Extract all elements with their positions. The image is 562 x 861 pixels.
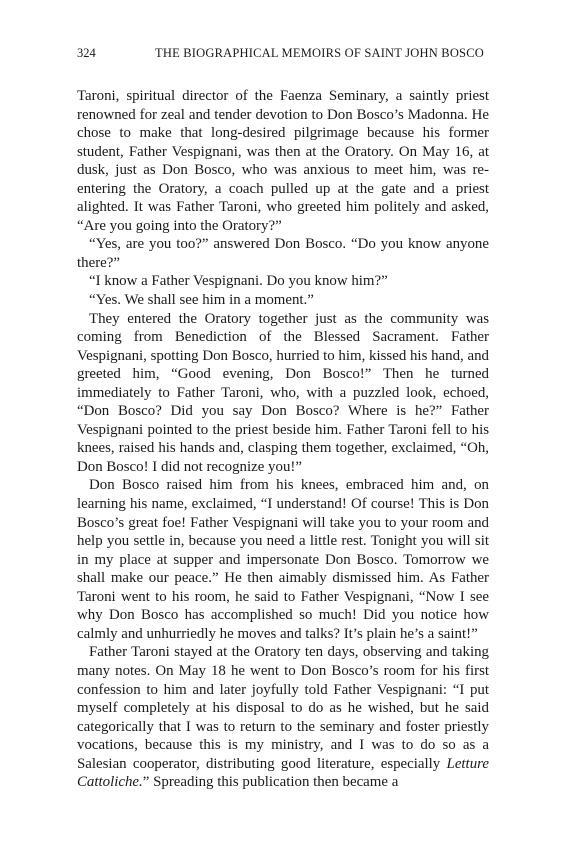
paragraph-text: ” Spreading this publication then became a xyxy=(142,774,399,791)
paragraph-text: They entered the Oratory together just as the community was coming from Benediction of the Blessed Sacrament. Father Vespignani, spotting Don Bosco, hurried to him, kissed his hand, and greeted him, “Good evening, Don Bosco!” Then he turned immediately to Father Taroni, who, with a puzzled look, echoed, “Don Bosco? Did you say Don Bosco? Where is he?” Father Vespignani pointed to the priest beside him. Father Taroni fell to his knees, raised his hands and, clasping them together, exclaimed, “Oh, Don Bosco! I did not recognize you!” xyxy=(77,310,489,475)
paragraph-text: “Yes. We shall see him in a moment.” xyxy=(89,292,314,309)
paragraph-text: “Yes, are you too?” answered Don Bosco. “Do you know anyone there?” xyxy=(77,236,489,271)
paragraph-text: “I know a Father Vespignani. Do you know him?” xyxy=(89,273,388,290)
paragraph-2 xyxy=(77,235,489,272)
italic-title: Letture Cattoliche. xyxy=(77,755,489,791)
paragraph-text: Taroni, spiritual director of the Faenza Seminary, a saintly priest renowned for zeal and tender devotion to Don Bosco’s Madonna. He chose to make that long-desired pilgrimage because his former student, Father Vespignani, was then at the Oratory. On May 16, at dusk, just as Don Bosco, who was anxious to meet him, was re-entering the Oratory, a coach pulled up at the gate and a priest alighted. It was Father Taroni, who greeted him politely and asked, “Are you going into the Oratory?” xyxy=(77,88,489,234)
page-number: 324 xyxy=(77,46,96,60)
paragraph-5 xyxy=(77,310,489,477)
paragraph-1 xyxy=(77,87,489,235)
paragraph-text: Don Bosco raised him from his knees, embraced him and, on learning his name, exclaimed, “I understand! Of course! This is Don Bosco’s great foe! Father Vespignani will take you to your room and help you settle in, because you need a little rest. Tonight you will sit in my place at supper and impersonate Don Bosco. Tomorrow we shall make our peace.” He then aimably dismissed him. As Father Taroni went to his room, he said to Father Vespignani, “Now I see why Don Bosco has accomplished so much! Did you notice how calmly and unhurriedly he moves and talks? It’s plain he’s a saint!” xyxy=(77,477,489,642)
paragraph-6 xyxy=(77,476,489,643)
paragraph-3 xyxy=(77,272,489,291)
running-title: THE BIOGRAPHICAL MEMOIRS OF SAINT JOHN BOSCO xyxy=(155,46,484,60)
paragraph-text: Father Taroni stayed at the Oratory ten days, observing and taking many notes. On May 18 he went to Don Bosco’s room for his first confession to him and later joyfully told Father Vespignani: “I put myself completely at his disposal to do as he wished, but he said categorically that I was to return to the seminary and foster priestly vocations, because this is my ministry, and I was to do so as a Salesian cooperator, distributing good literature, especially xyxy=(77,644,489,772)
paragraph-7 xyxy=(77,643,489,791)
running-head xyxy=(77,46,489,68)
body-text xyxy=(77,87,489,792)
book-page xyxy=(77,46,489,792)
paragraph-4 xyxy=(77,291,489,310)
